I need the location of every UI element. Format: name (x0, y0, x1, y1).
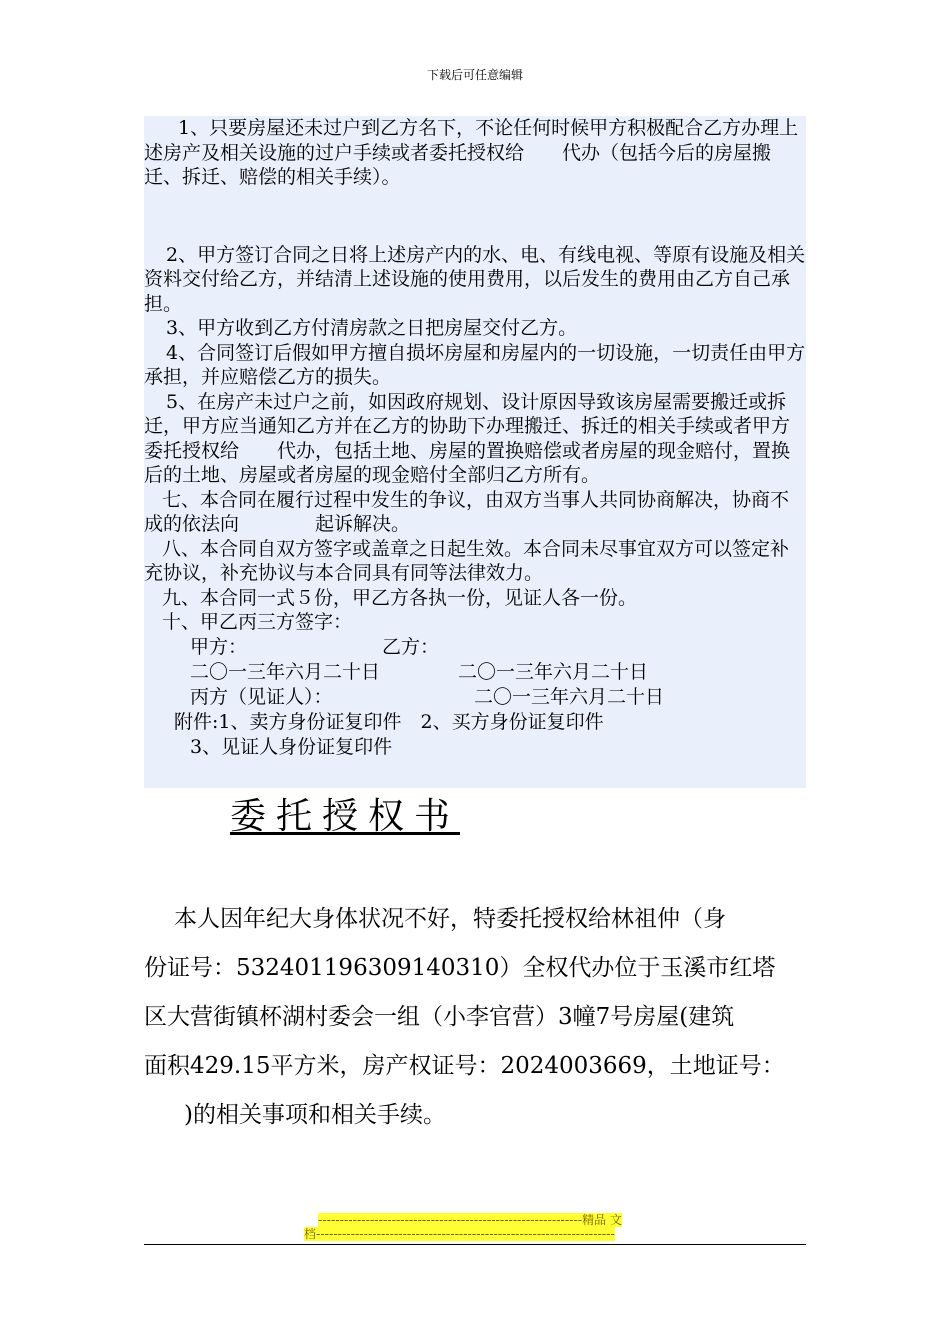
auth-line-1: 本人因年纪大身体状况不好，特委托授权给林祖仲（身 (174, 906, 726, 932)
footer-line-1: -------------------------------------------------------------精品 文 (318, 1213, 622, 1227)
clause-10: 十、甲乙丙三方签字： (162, 611, 353, 633)
authorization-title-wrap (230, 788, 460, 839)
clause-5: 5、在房产未过户之前，如因政府规划、设计原因导致该房屋需要搬迁或拆迁，甲方应当通知乙方并在乙方的协助下办理搬迁、拆迁的相关手续或者甲方委托授权给 代办，包括土地、房屋的置换赔偿或者房屋的现金赔付，置换后的土地、房屋或者房屋的现金赔付全部归乙方所有。 (144, 390, 791, 486)
contract-clauses (144, 116, 806, 788)
footer-rule (144, 1244, 806, 1245)
party-b-date: 二〇一三年六月二十日 (458, 660, 649, 683)
signature-block (144, 635, 806, 760)
party-a-date: 二〇一三年六月二十日 (190, 660, 381, 683)
clause-4: 4、合同签订后假如甲方擅自损坏房屋和房屋内的一切设施，一切责任由甲方承担，并应赔偿乙方的损失。 (144, 341, 806, 388)
auth-line-3: 区大营街镇杯湖村委会一组（小李官营）3幢7号房屋(建筑 (144, 1004, 735, 1030)
footer-note (304, 1213, 644, 1241)
authorization-body (144, 895, 808, 1140)
clause-7: 七、本合同在履行过程中发生的争议，由双方当事人共同协商解决，协商不成的依法向 起诉解决。 (144, 488, 790, 535)
clause-8: 八、本合同自双方签字或盖章之日起生效。本合同未尽事宜双方可以签定补充协议，补充协议与本合同具有同等法律效力。 (144, 537, 790, 584)
party-c-label: 丙方（见证人）： (190, 685, 333, 708)
clause-9: 九、本合同一式５份，甲乙方各执一份，见证人各一份。 (162, 586, 638, 609)
party-a-label: 甲方： (190, 635, 248, 658)
authorization-title: 委托授权书 (230, 796, 461, 837)
clause-1: 1、只要房屋还未过户到乙方名下，不论任何时候甲方积极配合乙方办理上述房产及相关设施的过户手续或者委托授权给 代办（包括今后的房屋搬迁、拆迁、赔偿的相关手续）。 (144, 117, 799, 188)
auth-line-5: )的相关事项和相关手续。 (184, 1102, 446, 1128)
attachments-line-1: 附件:1、卖方身份证复印件 2、买方身份证复印件 (174, 710, 604, 733)
footer-line-2: 档--------------------------------------------------------------------- (304, 1227, 615, 1241)
clause-2: 2、甲方签订合同之日将上述房产内的水、电、有线电视、等原有设施及相关资料交付给乙方，并结清上述设施的使用费用，以后发生的费用由乙方自己承担。 (144, 243, 806, 315)
auth-line-2: 份证号：532401196309140310）全权代办位于玉溪市红塔 (144, 955, 776, 981)
party-c-date: 二〇一三年六月二十日 (474, 685, 665, 708)
party-b-label: 乙方： (382, 635, 440, 658)
attachments-line-2: 3、见证人身份证复印件 (190, 735, 393, 758)
clause-3: 3、甲方收到乙方付清房款之日把房屋交付乙方。 (166, 317, 578, 339)
auth-line-4: 面积429.15平方米，房产权证号：2024003669，土地证号： (144, 1053, 785, 1079)
page-header: 下载后可任意编辑 (426, 68, 523, 82)
